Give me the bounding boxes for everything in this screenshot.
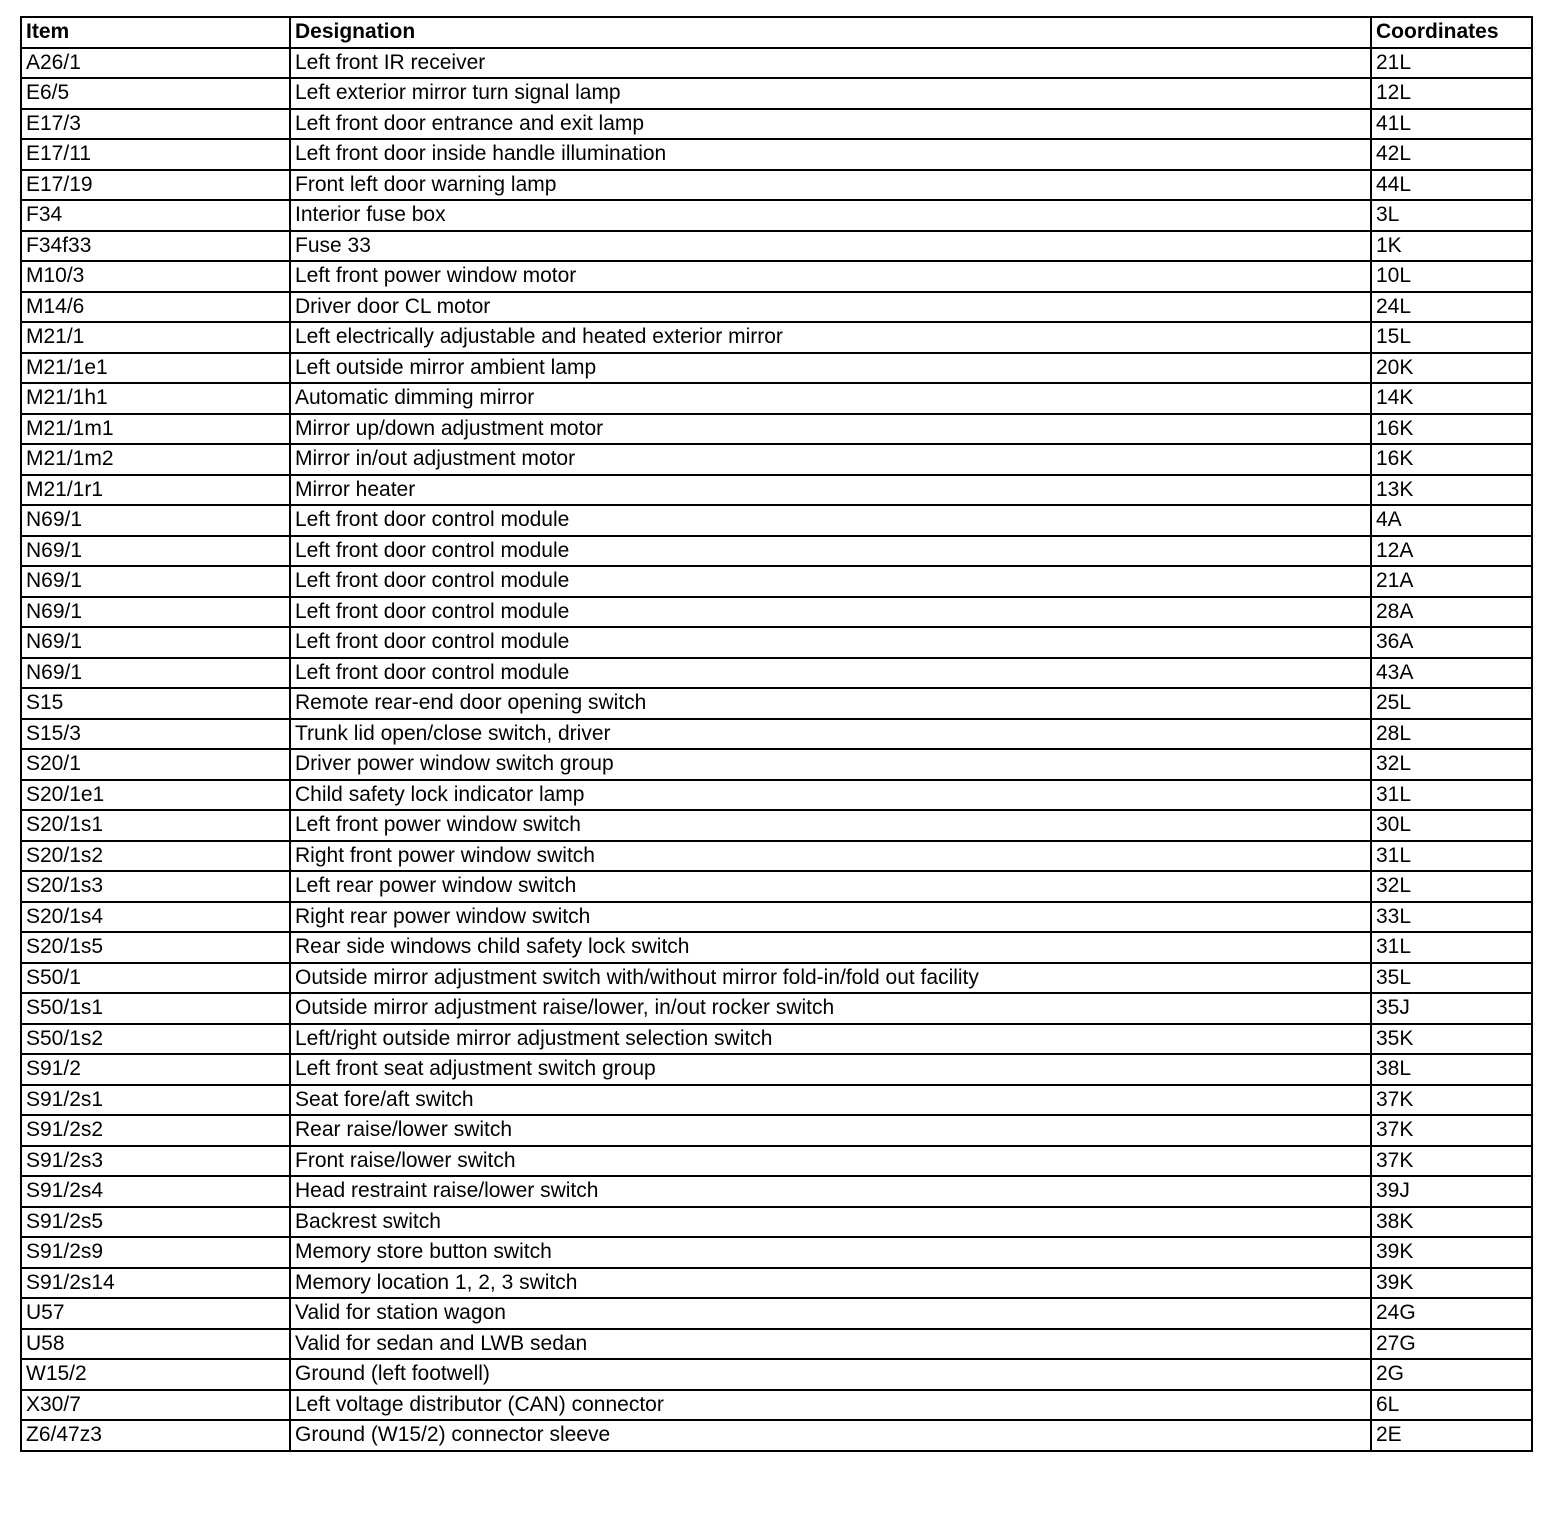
cell-coordinates: 2G (1371, 1359, 1532, 1390)
cell-designation: Left exterior mirror turn signal lamp (290, 78, 1371, 109)
table-row (21, 292, 1532, 323)
table-row (21, 749, 1532, 780)
table-row (21, 200, 1532, 231)
cell-item: S15 (21, 688, 290, 719)
cell-designation: Backrest switch (290, 1207, 1371, 1238)
table-row (21, 231, 1532, 262)
cell-item: M21/1m2 (21, 444, 290, 475)
header-item: Item (21, 17, 290, 48)
cell-coordinates: 15L (1371, 322, 1532, 353)
header-coordinates: Coordinates (1371, 17, 1532, 48)
table-row (21, 1024, 1532, 1055)
cell-coordinates: 35L (1371, 963, 1532, 994)
table-row (21, 902, 1532, 933)
table-row (21, 353, 1532, 384)
cell-coordinates: 4A (1371, 505, 1532, 536)
cell-coordinates: 2E (1371, 1420, 1532, 1451)
table-row (21, 444, 1532, 475)
cell-designation: Ground (W15/2) connector sleeve (290, 1420, 1371, 1451)
table-row (21, 78, 1532, 109)
cell-coordinates: 16K (1371, 414, 1532, 445)
cell-designation: Mirror up/down adjustment motor (290, 414, 1371, 445)
cell-coordinates: 20K (1371, 353, 1532, 384)
cell-designation: Outside mirror adjustment switch with/without mirror fold-in/fold out facility (290, 963, 1371, 994)
cell-designation: Outside mirror adjustment raise/lower, in/out rocker switch (290, 993, 1371, 1024)
table-row (21, 597, 1532, 628)
table-row (21, 1115, 1532, 1146)
cell-designation: Left front door control module (290, 505, 1371, 536)
cell-item: M21/1e1 (21, 353, 290, 384)
cell-coordinates: 28A (1371, 597, 1532, 628)
cell-coordinates: 12A (1371, 536, 1532, 567)
cell-designation: Left front IR receiver (290, 48, 1371, 79)
cell-coordinates: 32L (1371, 749, 1532, 780)
cell-designation: Valid for sedan and LWB sedan (290, 1329, 1371, 1360)
cell-designation: Left front power window motor (290, 261, 1371, 292)
table-row (21, 1268, 1532, 1299)
cell-item: E17/19 (21, 170, 290, 201)
cell-item: N69/1 (21, 536, 290, 567)
cell-item: E17/3 (21, 109, 290, 140)
cell-designation: Left electrically adjustable and heated exterior mirror (290, 322, 1371, 353)
table-row (21, 1359, 1532, 1390)
cell-coordinates: 31L (1371, 780, 1532, 811)
cell-designation: Rear raise/lower switch (290, 1115, 1371, 1146)
cell-coordinates: 6L (1371, 1390, 1532, 1421)
cell-designation: Driver power window switch group (290, 749, 1371, 780)
cell-coordinates: 42L (1371, 139, 1532, 170)
cell-designation: Left front door inside handle illumination (290, 139, 1371, 170)
cell-item: S50/1s1 (21, 993, 290, 1024)
cell-coordinates: 31L (1371, 841, 1532, 872)
cell-coordinates: 12L (1371, 78, 1532, 109)
cell-item: S20/1s2 (21, 841, 290, 872)
table-row (21, 536, 1532, 567)
cell-item: F34f33 (21, 231, 290, 262)
cell-item: Z6/47z3 (21, 1420, 290, 1451)
cell-coordinates: 30L (1371, 810, 1532, 841)
cell-designation: Left front door entrance and exit lamp (290, 109, 1371, 140)
table-row (21, 1146, 1532, 1177)
header-designation: Designation (290, 17, 1371, 48)
cell-item: X30/7 (21, 1390, 290, 1421)
cell-item: M21/1m1 (21, 414, 290, 445)
cell-coordinates: 32L (1371, 871, 1532, 902)
cell-designation: Automatic dimming mirror (290, 383, 1371, 414)
cell-item: S20/1s1 (21, 810, 290, 841)
cell-coordinates: 10L (1371, 261, 1532, 292)
table-row (21, 383, 1532, 414)
cell-coordinates: 33L (1371, 902, 1532, 933)
table-row (21, 261, 1532, 292)
table-row (21, 1207, 1532, 1238)
cell-item: N69/1 (21, 597, 290, 628)
cell-designation: Fuse 33 (290, 231, 1371, 262)
cell-designation: Child safety lock indicator lamp (290, 780, 1371, 811)
cell-item: M14/6 (21, 292, 290, 323)
cell-designation: Remote rear-end door opening switch (290, 688, 1371, 719)
cell-coordinates: 38K (1371, 1207, 1532, 1238)
cell-item: S50/1 (21, 963, 290, 994)
cell-designation: Driver door CL motor (290, 292, 1371, 323)
cell-coordinates: 3L (1371, 200, 1532, 231)
cell-designation: Valid for station wagon (290, 1298, 1371, 1329)
table-row (21, 109, 1532, 140)
cell-designation: Right rear power window switch (290, 902, 1371, 933)
cell-item: S91/2s9 (21, 1237, 290, 1268)
cell-item: S20/1s5 (21, 932, 290, 963)
cell-item: U58 (21, 1329, 290, 1360)
cell-designation: Front left door warning lamp (290, 170, 1371, 201)
table-row (21, 871, 1532, 902)
cell-designation: Memory store button switch (290, 1237, 1371, 1268)
cell-coordinates: 36A (1371, 627, 1532, 658)
table-row (21, 688, 1532, 719)
cell-item: M10/3 (21, 261, 290, 292)
cell-coordinates: 28L (1371, 719, 1532, 750)
cell-coordinates: 41L (1371, 109, 1532, 140)
cell-coordinates: 14K (1371, 383, 1532, 414)
cell-item: S91/2s4 (21, 1176, 290, 1207)
table-row (21, 414, 1532, 445)
cell-designation: Memory location 1, 2, 3 switch (290, 1268, 1371, 1299)
cell-item: F34 (21, 200, 290, 231)
cell-item: N69/1 (21, 566, 290, 597)
cell-designation: Left rear power window switch (290, 871, 1371, 902)
table-header (21, 17, 1532, 48)
cell-item: M21/1r1 (21, 475, 290, 506)
cell-coordinates: 37K (1371, 1085, 1532, 1116)
table-row (21, 963, 1532, 994)
cell-designation: Head restraint raise/lower switch (290, 1176, 1371, 1207)
table-body (21, 48, 1532, 1451)
table-row (21, 841, 1532, 872)
table-row (21, 1420, 1532, 1451)
cell-coordinates: 39K (1371, 1268, 1532, 1299)
cell-item: S50/1s2 (21, 1024, 290, 1055)
cell-coordinates: 31L (1371, 932, 1532, 963)
table-row (21, 719, 1532, 750)
cell-designation: Front raise/lower switch (290, 1146, 1371, 1177)
cell-designation: Left front power window switch (290, 810, 1371, 841)
cell-coordinates: 35K (1371, 1024, 1532, 1055)
cell-coordinates: 13K (1371, 475, 1532, 506)
cell-designation: Left voltage distributor (CAN) connector (290, 1390, 1371, 1421)
cell-item: E6/5 (21, 78, 290, 109)
cell-item: S20/1s4 (21, 902, 290, 933)
table-row (21, 1298, 1532, 1329)
cell-designation: Left front door control module (290, 566, 1371, 597)
component-legend-table (20, 16, 1533, 1452)
table-row (21, 932, 1532, 963)
cell-coordinates: 38L (1371, 1054, 1532, 1085)
cell-designation: Interior fuse box (290, 200, 1371, 231)
cell-coordinates: 37K (1371, 1115, 1532, 1146)
table-row (21, 1237, 1532, 1268)
cell-item: S91/2s2 (21, 1115, 290, 1146)
table-row (21, 170, 1532, 201)
cell-item: N69/1 (21, 505, 290, 536)
cell-coordinates: 21A (1371, 566, 1532, 597)
table-row (21, 48, 1532, 79)
cell-designation: Left/right outside mirror adjustment selection switch (290, 1024, 1371, 1055)
cell-designation: Right front power window switch (290, 841, 1371, 872)
table-row (21, 1390, 1532, 1421)
cell-item: M21/1h1 (21, 383, 290, 414)
cell-item: S20/1s3 (21, 871, 290, 902)
cell-coordinates: 39J (1371, 1176, 1532, 1207)
cell-designation: Left front door control module (290, 536, 1371, 567)
header-row (21, 17, 1532, 48)
cell-coordinates: 25L (1371, 688, 1532, 719)
cell-item: S91/2s14 (21, 1268, 290, 1299)
table-row (21, 658, 1532, 689)
cell-item: W15/2 (21, 1359, 290, 1390)
cell-coordinates: 39K (1371, 1237, 1532, 1268)
cell-item: N69/1 (21, 627, 290, 658)
table-row (21, 139, 1532, 170)
cell-designation: Seat fore/aft switch (290, 1085, 1371, 1116)
cell-item: A26/1 (21, 48, 290, 79)
cell-designation: Trunk lid open/close switch, driver (290, 719, 1371, 750)
cell-designation: Left front door control module (290, 597, 1371, 628)
cell-item: S91/2 (21, 1054, 290, 1085)
table-row (21, 1329, 1532, 1360)
cell-designation: Rear side windows child safety lock switch (290, 932, 1371, 963)
table-row (21, 322, 1532, 353)
table-row (21, 1176, 1532, 1207)
cell-designation: Left front door control module (290, 627, 1371, 658)
cell-coordinates: 35J (1371, 993, 1532, 1024)
table-row (21, 505, 1532, 536)
table-row (21, 993, 1532, 1024)
cell-designation: Left front seat adjustment switch group (290, 1054, 1371, 1085)
table-row (21, 627, 1532, 658)
cell-coordinates: 43A (1371, 658, 1532, 689)
cell-item: S15/3 (21, 719, 290, 750)
cell-item: S20/1 (21, 749, 290, 780)
table-row (21, 810, 1532, 841)
cell-item: M21/1 (21, 322, 290, 353)
cell-designation: Left outside mirror ambient lamp (290, 353, 1371, 384)
cell-item: S20/1e1 (21, 780, 290, 811)
cell-coordinates: 27G (1371, 1329, 1532, 1360)
cell-coordinates: 44L (1371, 170, 1532, 201)
cell-coordinates: 24L (1371, 292, 1532, 323)
cell-item: U57 (21, 1298, 290, 1329)
cell-item: E17/11 (21, 139, 290, 170)
cell-coordinates: 21L (1371, 48, 1532, 79)
cell-item: S91/2s1 (21, 1085, 290, 1116)
cell-coordinates: 1K (1371, 231, 1532, 262)
table-row (21, 1054, 1532, 1085)
cell-item: S91/2s5 (21, 1207, 290, 1238)
table-row (21, 1085, 1532, 1116)
cell-designation: Mirror in/out adjustment motor (290, 444, 1371, 475)
table-row (21, 475, 1532, 506)
table-row (21, 780, 1532, 811)
cell-designation: Left front door control module (290, 658, 1371, 689)
cell-coordinates: 37K (1371, 1146, 1532, 1177)
cell-item: S91/2s3 (21, 1146, 290, 1177)
cell-item: N69/1 (21, 658, 290, 689)
cell-designation: Mirror heater (290, 475, 1371, 506)
cell-designation: Ground (left footwell) (290, 1359, 1371, 1390)
cell-coordinates: 16K (1371, 444, 1532, 475)
table-row (21, 566, 1532, 597)
cell-coordinates: 24G (1371, 1298, 1532, 1329)
